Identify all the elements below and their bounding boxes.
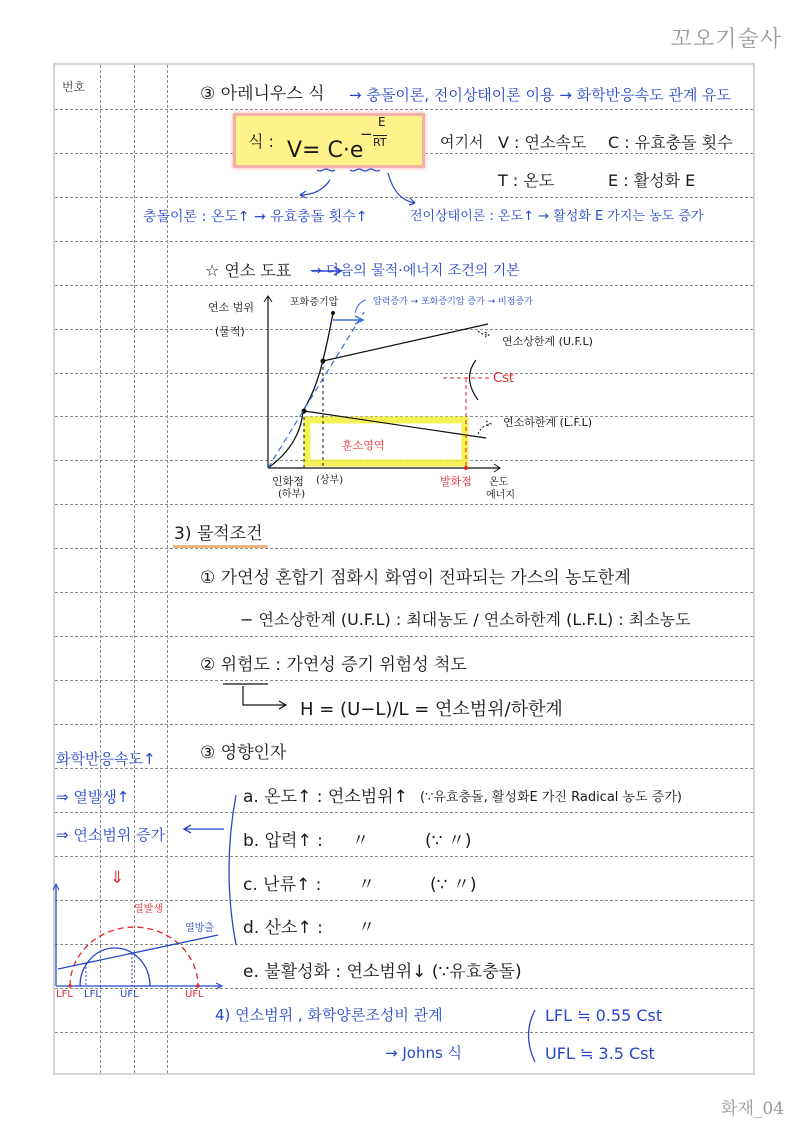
mini-lfl-inner: LFL <box>84 989 101 1000</box>
arrhenius-title-note: → 충돌이론, 전이상태이론 이용 → 화학반응속도 관계 유도 <box>349 86 732 104</box>
physical-conditions-heading: 3) 물적조건 <box>174 524 263 544</box>
formula-main: V= C·e <box>287 138 364 163</box>
factor-b-note: (∵ 〃) <box>425 831 472 851</box>
lfl-label: 연소하한계 (L.F.L) <box>503 416 593 429</box>
title-arrow-icon <box>312 267 341 275</box>
factor-bracket <box>184 795 236 945</box>
mini-flammability-chart <box>53 884 222 989</box>
side-note-heat: ⇒ 열발생↑ <box>56 788 130 806</box>
arrhenius-title: ③ 아레니우스 식 <box>200 84 325 104</box>
def-e: E : 활성화 E <box>608 171 696 190</box>
side-note-range: ⇒ 연소범위 증가 <box>56 826 166 844</box>
smolder-region-label: 훈소영역 <box>342 439 385 452</box>
item-4-method: → Johns 식 <box>385 1044 463 1062</box>
diagram-x-label: 온도 <box>489 477 509 488</box>
formula-exponent-sign: − <box>360 125 373 143</box>
down-arrow-icon: ⇓ <box>110 868 125 888</box>
saturated-vapor-pressure-label: 포화증기압 <box>290 297 339 308</box>
factor-d: d. 산소↑ : <box>243 918 323 938</box>
page-label: 화재_04 <box>721 1099 784 1119</box>
number-column-label: 번호 <box>62 80 86 94</box>
where-label: 여기서 <box>440 133 484 151</box>
item-1-detail: − 연소상한계 (U.F.L) : 최대농도 / 연소하한계 (L.F.L) : 최소농도 <box>240 610 691 629</box>
item-1: ① 가연성 혼합기 점화시 화염이 전파되는 가스의 농도한계 <box>200 568 631 588</box>
arrhenius-annotation-arrows <box>300 169 415 205</box>
heat-generation-label: 열발생 <box>134 904 163 915</box>
factor-c: c. 난류↑ : <box>243 875 322 895</box>
ignition-point-label: 발화점 <box>440 475 472 488</box>
note-collision-theory: 충돌이론 : 온도↑ → 유효충돌 횟수↑ <box>143 209 368 225</box>
ufl-label: 연소상한계 (U.F.L) <box>502 335 593 348</box>
brand-title: 꼬오기술사 <box>670 27 782 52</box>
side-note-reaction-rate: 화학반응속도↑ <box>56 750 156 768</box>
item-2: ② 위험도 : 가연성 증기 위험성 척도 <box>200 655 467 675</box>
diagram-title-note: → 다음의 물적·에너지 조건의 기본 <box>310 263 520 279</box>
heat-release-label: 열방출 <box>185 923 214 934</box>
def-v: V : 연소속도 <box>498 133 587 152</box>
factor-c-ditto: 〃 <box>358 875 375 895</box>
hazard-arrow-icon <box>223 684 286 709</box>
factor-a-note: (∵유효충돌, 활성화E 가진 Radical 농도 증가) <box>420 790 682 805</box>
flash-point-lower-label: (하부) <box>278 489 306 500</box>
def-c: C : 유효충돌 횟수 <box>608 133 733 152</box>
mini-lfl-outer: LFL <box>56 989 73 1000</box>
note-transition-theory: 전이상태이론 : 온도↑ → 활성화 E 가지는 농도 증가 <box>410 209 704 224</box>
cst-label: Cst <box>493 371 514 386</box>
mini-ufl-inner: UFL <box>120 989 139 1000</box>
item-3: ③ 영향인자 <box>200 743 287 763</box>
johns-bracket <box>529 1010 536 1062</box>
def-t: T : 온도 <box>498 171 555 190</box>
mini-ufl-outer: UFL <box>185 989 204 1000</box>
formula-label: 식 : <box>248 132 274 151</box>
factor-b: b. 압력↑ : <box>243 831 323 851</box>
diagram-x-unit: 에너지 <box>486 490 515 501</box>
factor-d-ditto: 〃 <box>358 918 375 938</box>
combustion-diagram-graphic <box>264 296 500 472</box>
item-2-formula: H = (U−L)/L = 연소범위/하한계 <box>300 699 563 720</box>
diagram-y-label: 연소 범위 <box>208 301 255 314</box>
factor-a: a. 온도↑ : 연소범위↑ <box>243 787 408 807</box>
formula-exponent-den: RT <box>373 136 387 149</box>
johns-lfl: LFL ≒ 0.55 Cst <box>545 1006 663 1025</box>
factor-c-note: (∵ 〃) <box>430 875 477 895</box>
diagram-y-unit: (물적) <box>215 325 245 338</box>
johns-ufl: UFL ≒ 3.5 Cst <box>545 1044 655 1063</box>
formula-exponent-num: E <box>378 115 386 129</box>
factor-e: e. 불활성화 : 연소범위↓ (∵유효충돌) <box>243 962 522 982</box>
item-4: 4) 연소범위 , 화학양론조성비 관계 <box>215 1006 443 1024</box>
pressure-note: 압력증가 → 포화증기압 증가 → 비점증가 <box>373 297 533 307</box>
flash-point-label: 인화점 <box>272 475 304 488</box>
diagram-title: ☆ 연소 도표 <box>205 261 292 280</box>
flash-point-upper-label: (상부) <box>316 475 344 486</box>
factor-b-ditto: 〃 <box>352 831 369 851</box>
